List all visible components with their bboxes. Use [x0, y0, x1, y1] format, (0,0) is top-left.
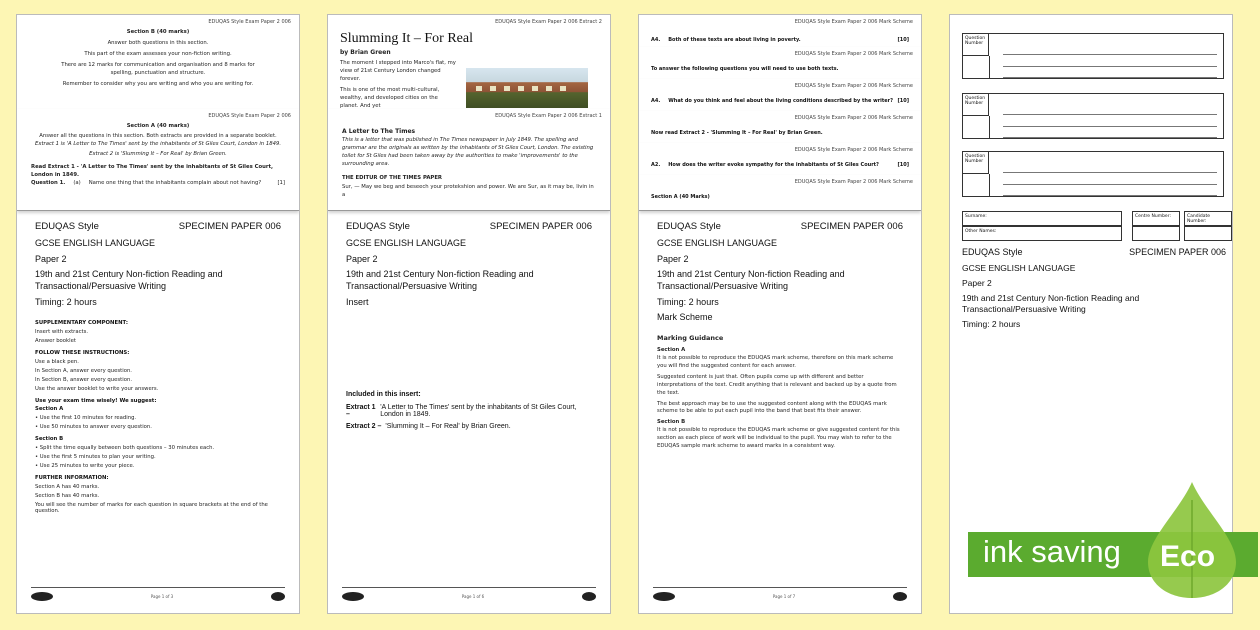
subject-title: GCSE ENGLISH LANGUAGE: [346, 238, 467, 248]
mark-scheme-sheet: [639, 143, 921, 177]
instruction-item: • Use the first 5 minutes to plan your writing.: [35, 454, 156, 461]
letter-title: A Letter to The Times: [342, 128, 416, 135]
answer-box[interactable]: [962, 93, 1224, 139]
question-number-cell: Question Number: [963, 152, 989, 174]
instruction-line: This part of the exam assesses your non-fiction writing.: [84, 50, 232, 57]
question-label: Question 1.: [31, 179, 66, 186]
section-title: Section A (40 Marks): [651, 194, 710, 200]
paper-title-line-2: Transactional/Persuasive Writing: [657, 281, 789, 292]
twinkl-logo-icon: [653, 592, 675, 601]
guidance-paragraph: It is not possible to reproduce the EDUQAS mark scheme, therefore on this mark scheme you will find the suggested content for each answer.: [657, 354, 894, 369]
sheet-header: EDUQAS Style Exam Paper 2 006 Mark Scheme: [794, 19, 913, 25]
question-text: What do you think and feel about the living conditions described by the writer?: [668, 98, 894, 104]
mark-scheme-sheet: [639, 47, 921, 81]
guidance-paragraph: Suggested content is just that. Often pupils come up with different and better interpretations of the text. Credit anything that is relevant and backed up by a quote from the text.: [657, 373, 897, 396]
paper-number: Paper 2: [962, 278, 992, 289]
brand-label: EDUQAS Style: [35, 221, 99, 232]
quality-badge-icon: [271, 592, 285, 601]
question-text: Both of these texts are about living in poverty.: [668, 37, 801, 43]
cover-page: [639, 211, 921, 613]
question-number: A4.: [651, 37, 661, 43]
extract-2-sheet: [328, 15, 610, 115]
question-marks: [1]: [277, 179, 285, 186]
answer-box[interactable]: [962, 33, 1224, 79]
instruction-item: Section A has 40 marks.: [35, 484, 100, 491]
instruction-item: • Split the time equally between both questions – 30 minutes each.: [35, 445, 215, 452]
read-instruction: Read Extract 1 - 'A Letter to The Times' sent by the inhabitants of St Giles Court, London in 1849.: [31, 163, 274, 178]
instruction-line: Answer all the questions in this section. Both extracts are provided in a separate booklet.: [39, 132, 277, 139]
question-marks: [10]: [897, 98, 909, 104]
extract-label: Extract 2 –: [346, 422, 382, 430]
instruction-line: Answer both questions in this section.: [107, 39, 209, 46]
twinkl-logo-icon: [31, 592, 53, 601]
guidance-paragraph: It is not possible to reproduce the EDUQAS mark scheme or give suggested content for this section as each piece of work will be individual to the pupil. You may wish to refer to the EDUQAS sample mark scheme to award marks in a consistent way.: [657, 427, 900, 450]
eco-label: Eco: [1160, 540, 1216, 573]
guidance-title: Marking Guidance: [657, 334, 724, 343]
letter-body: Sur, — May we beg and beseech your protekshion and power. We are Sur, as it may be, livin in a: [342, 183, 594, 198]
sheet-header: EDUQAS Style Exam Paper 2 006 Mark Scheme: [794, 51, 913, 57]
sheet-header: EDUQAS Style Exam Paper 2 006 Mark Scheme: [794, 147, 913, 153]
mark-scheme-sheet: [639, 111, 921, 145]
paper-title-line-1: 19th and 21st Century Non-fiction Reading and: [346, 269, 534, 280]
instruction-item: Answer booklet: [35, 338, 76, 345]
instructions-list: [35, 320, 281, 514]
article-paragraph: The moment I stepped into Marco's flat, my view of 21st Century London changed forever.: [340, 60, 456, 82]
question-row: [17, 180, 299, 188]
article-byline: by Brian Green: [340, 49, 391, 56]
question-row: [639, 35, 921, 45]
surname-field[interactable]: Surname:: [962, 211, 1122, 226]
sheet-header: EDUQAS Style Exam Paper 2 006 Extract 2: [495, 19, 602, 25]
mark-scheme-sheet: [639, 15, 921, 49]
instruction-heading: Section B: [35, 436, 64, 443]
guidance-section-heading: Section B: [657, 419, 686, 426]
building-photo: [466, 68, 588, 108]
extract-2-item: [346, 423, 592, 430]
instruction-item: Use the answer booklet to write your answers.: [35, 386, 159, 393]
instruction-heading: FURTHER INFORMATION:: [35, 475, 109, 482]
question-row: [639, 192, 921, 202]
instruction-heading: SUPPLEMENTARY COMPONENT:: [35, 320, 128, 327]
paper-title-line-2: Transactional/Persuasive Writing: [346, 281, 478, 292]
question-number-cell: Question Number: [963, 94, 989, 116]
instruction-item: Section B has 40 marks.: [35, 493, 100, 500]
question-text: Now read Extract 2 - 'Slumming It – For Real' by Brian Green.: [651, 130, 823, 136]
brand-label: EDUQAS Style: [346, 221, 410, 232]
page-footer: [342, 587, 596, 605]
sheet-header: EDUQAS Style Exam Paper 2 006 Extract 1: [495, 113, 602, 119]
included-heading: Included in this insert:: [346, 391, 421, 399]
specimen-label: SPECIMEN PAPER 006: [1129, 247, 1226, 257]
centre-number-input[interactable]: [1132, 226, 1180, 241]
mark-scheme-sheet: [639, 79, 921, 113]
specimen-label: SPECIMEN PAPER 006: [800, 221, 903, 232]
timing-label: Timing: 2 hours: [35, 296, 97, 307]
instruction-line: spelling, punctuation and structure.: [110, 69, 206, 76]
instruction-item: • Use the first 10 minutes for reading.: [35, 415, 137, 422]
insert-document[interactable]: [327, 14, 611, 614]
question-row: [639, 96, 921, 106]
instruction-heading: Use your exam time wisely! We suggest:: [35, 398, 157, 405]
candidate-number-field[interactable]: Candidate Number:: [1184, 211, 1232, 226]
mark-scheme-label: Mark Scheme: [657, 312, 713, 323]
question-number-cell: Question Number: [963, 34, 989, 56]
section-title: Section B (40 marks): [126, 29, 190, 35]
instruction-item: Use a black pen.: [35, 359, 79, 366]
paper-title-line-1: 19th and 21st Century Non-fiction Reading and: [35, 269, 223, 280]
question-marks: [10]: [897, 162, 909, 168]
instruction-line: Extract 1 is 'A Letter to The Times' sent by the inhabitants of St Giles Court, London in 1849.: [34, 140, 282, 147]
instruction-heading: Section A: [35, 406, 64, 413]
instruction-item: You will see the number of marks for each question in square brackets at the end of the question.: [35, 502, 268, 515]
sheet-header: EDUQAS Style Exam Paper 2 006: [208, 113, 291, 119]
section-title: Section A (40 marks): [126, 123, 190, 129]
subject-title: GCSE ENGLISH LANGUAGE: [962, 263, 1076, 273]
paper-title-line-1: 19th and 21st Century Non-fiction Reading and: [962, 293, 1140, 304]
paper-title-line-2: Transactional/Persuasive Writing: [35, 281, 167, 292]
question-text: To answer the following questions you will need to use both texts.: [651, 66, 839, 72]
page-number: Page 1 of 6: [461, 594, 485, 599]
article-title: Slumming It – For Real: [340, 31, 473, 46]
ink-saving-label: ink saving: [983, 534, 1121, 569]
candidate-details-grid: [962, 211, 1211, 241]
paper-number: Paper 2: [35, 253, 67, 264]
page-footer: [653, 587, 907, 605]
sheet-header: EDUQAS Style Exam Paper 2 006 Mark Scheme: [794, 83, 913, 89]
paper-title-line-2: Transactional/Persuasive Writing: [962, 304, 1086, 315]
letter-salutation: THE EDITUR OF THE TIMES PAPER: [342, 174, 443, 181]
subject-title: GCSE ENGLISH LANGUAGE: [35, 238, 156, 248]
extract-1-item: [346, 404, 592, 418]
instruction-item: Insert with extracts.: [35, 329, 89, 336]
instruction-line: Extract 2 is 'Slumming It – For Real' by Brian Green.: [89, 150, 227, 157]
paper-number: Paper 2: [346, 253, 378, 264]
page-number: Page 1 of 3: [150, 594, 174, 599]
question-row: [639, 64, 921, 74]
question-row: [639, 160, 921, 170]
sheet-header: EDUQAS Style Exam Paper 2 006 Mark Scheme: [794, 179, 913, 185]
candidate-number-input[interactable]: [1184, 226, 1232, 241]
exam-paper-document[interactable]: [16, 14, 300, 614]
instruction-item: • Use 25 minutes to write your piece.: [35, 463, 135, 470]
cover-page: [328, 211, 610, 613]
question-number: A2.: [651, 162, 661, 168]
brand-label: EDUQAS Style: [962, 247, 1023, 257]
mark-scheme-document[interactable]: [638, 14, 922, 614]
cover-page: [962, 247, 1226, 330]
section-b-sheet: [17, 15, 299, 115]
instruction-item: In Section A, answer every question.: [35, 368, 132, 375]
article-paragraph: This is one of the most multi-cultural, wealthy, and developed cities on the planet. And yet: [340, 86, 440, 109]
mark-scheme-sheet: [639, 175, 921, 211]
subject-title: GCSE ENGLISH LANGUAGE: [657, 238, 778, 248]
page-number: Page 1 of 7: [772, 594, 796, 599]
extract-text: 'Slumming It – For Real' by Brian Green.: [385, 422, 511, 430]
letter-intro: This is a letter that was published in The Times newspaper in July 1849. The spelling and grammar are the originals as written by the inhabitants of St Giles Court, London. The existing toilet for St Giles had been taken away by the authorities to make 'improvements' to the surrounding area.: [342, 137, 594, 167]
question-text: Name one thing that the inhabitants complain about not having?: [88, 179, 262, 186]
timing-label: Timing: 2 hours: [962, 319, 1021, 330]
timing-label: Timing: 2 hours: [657, 296, 719, 307]
specimen-label: SPECIMEN PAPER 006: [489, 221, 592, 232]
sheet-header: EDUQAS Style Exam Paper 2 006 Mark Scheme: [794, 115, 913, 121]
other-names-field[interactable]: Other Names:: [962, 226, 1122, 241]
brand-label: EDUQAS Style: [657, 221, 721, 232]
question-text: How does the writer evoke sympathy for the inhabitants of St Giles Court?: [668, 162, 879, 168]
question-number: A4.: [651, 98, 661, 104]
sheet-header: EDUQAS Style Exam Paper 2 006: [208, 19, 291, 25]
guidance-paragraph: The best approach may be to use the suggested content along with the EDUQAS mark scheme to be able to put each pupil into the band that best fits their answer.: [657, 400, 887, 415]
extract-text: 'A Letter to The Times' sent by the inhabitants of St Giles Court, London in 1849.: [380, 403, 577, 418]
section-a-sheet: [17, 109, 299, 211]
question-row: [639, 128, 921, 138]
question-marks: [10]: [897, 37, 909, 43]
instruction-heading: FOLLOW THESE INSTRUCTIONS:: [35, 350, 130, 357]
answer-box[interactable]: [962, 151, 1224, 197]
extract-label: Extract 1 –: [346, 403, 376, 418]
instruction-line: Remember to consider why you are writing and who you are writing for.: [62, 80, 254, 87]
instruction-item: • Use 50 minutes to answer every question.: [35, 424, 152, 431]
paper-number: Paper 2: [657, 253, 689, 264]
page-footer: [31, 587, 285, 605]
quality-badge-icon: [893, 592, 907, 601]
paper-title-line-1: 19th and 21st Century Non-fiction Reading and: [657, 269, 845, 280]
specimen-label: SPECIMEN PAPER 006: [178, 221, 281, 232]
question-part: (a): [73, 179, 81, 186]
instruction-item: In Section B, answer every question.: [35, 377, 132, 384]
cover-page: [17, 211, 299, 613]
quality-badge-icon: [582, 592, 596, 601]
guidance-section-heading: Section A: [657, 346, 686, 353]
instruction-line: There are 12 marks for communication and organisation and 8 marks for: [61, 61, 255, 68]
extract-1-sheet: [328, 109, 610, 211]
twinkl-logo-icon: [342, 592, 364, 601]
centre-number-field[interactable]: Centre Number:: [1132, 211, 1180, 226]
insert-label: Insert: [346, 296, 369, 307]
